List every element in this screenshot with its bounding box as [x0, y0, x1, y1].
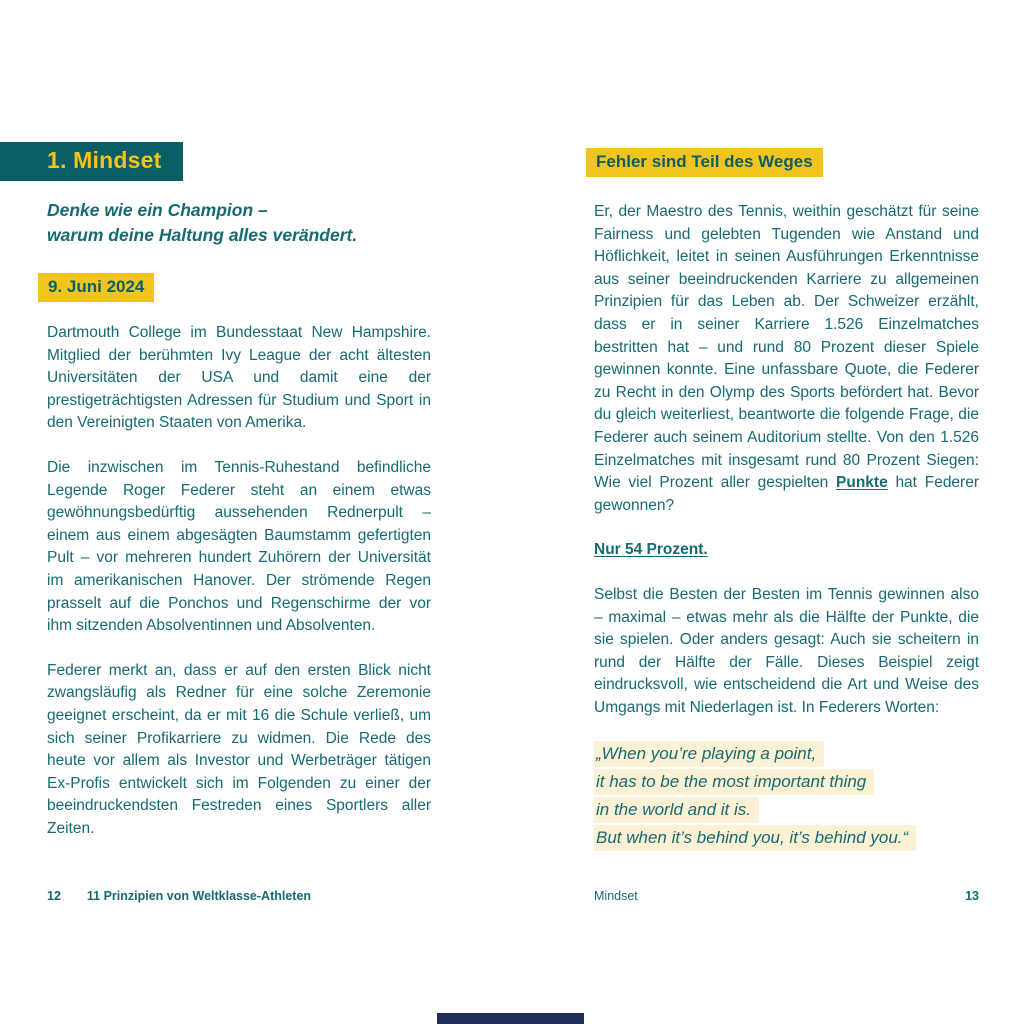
left-page-body: [47, 322, 431, 862]
page-number-right: 13: [965, 889, 979, 903]
footer-left: [47, 889, 431, 903]
running-book-title: 11 Prinzipien von Weltklasse-Athleten: [86, 889, 312, 903]
date-badge: 9. Juni 2024: [38, 273, 154, 302]
date-badge-wrap: [38, 273, 154, 302]
section-heading-wrap: [586, 148, 979, 201]
quote-line: „When you’re playing a point,: [594, 741, 979, 767]
body-paragraph: Selbst die Besten der Besten im Tennis gewinnen also – maximal – etwas mehr als die Hälfte der Punkte, die sie spielen. Oder anders gesagt: Auch sie scheitern in rund der Hälfte der Fälle. Dieses Beispiel zeigt eindrucksvoll, wie entscheidend die Art und Weise des Umgangs mit Niederlagen ist. In Federers Worten:: [594, 585, 979, 716]
quote-line: in the world and it is.: [594, 797, 979, 823]
footer-right: [594, 889, 979, 903]
book-cover-edge-mark: [437, 1013, 584, 1024]
emphasized-word: Punkte: [836, 474, 888, 492]
body-paragraph: Die inzwischen im Tennis-Ruhestand befindliche Legende Roger Federer steht an einem etwas gewöhnungsbedürftig aussehenden Rednerpult – einem aus einem abgesägten Baumstamm gefertigten Pult – vor mehreren hundert Zuhörern der Universität im amerikanischen Hanover. Der strömende Regen prasselt auf die Ponchos und Regenschirme der vor ihm sitzenden Absolventinnen und Absolventen.: [47, 458, 431, 635]
body-paragraph: Dartmouth College im Bundesstaat New Hampshire. Mitglied der berühmten Ivy League der acht ältesten Universitäten der USA und damit eine der prestigeträchtigsten Adressen für Studium und Sport in den Vereinigten Staaten von Amerika.: [47, 324, 431, 432]
chapter-subtitle-line-2: warum deine Haltung alles verändert.: [47, 225, 358, 246]
body-paragraph: Federer merkt an, dass er auf den ersten Blick nicht zwangsläufig als Redner für eine solche Zeremonie geeignet erscheint, da er mit 16 die Schule verließ, um sich seiner Profikarriere zu widmen. Die Rede des heute vor allem als Investor und Werbeträger tätigen Ex-Profis entwickelt sich im Folgenden zu einer der beeindruckendsten Festreden eines Sportlers aller Zeiten.: [47, 661, 431, 837]
chapter-title-badge: 1. Mindset: [0, 142, 183, 181]
quote-line: it has to be the most important thing: [594, 769, 979, 795]
paragraph-text: hat Federer gewonnen?: [594, 474, 979, 514]
right-page-body: [594, 148, 979, 853]
body-paragraph: [594, 201, 979, 517]
quote-line: But when it’s behind you, it’s behind you.“: [594, 825, 979, 851]
page-number-left: 12: [47, 889, 61, 903]
running-chapter-title: Mindset: [594, 889, 638, 903]
section-heading-badge: Fehler sind Teil des Weges: [586, 148, 823, 177]
answer-line: Nur 54 Prozent.: [594, 541, 708, 559]
pull-quote: [594, 741, 979, 851]
paragraph-text: Er, der Maestro des Tennis, weithin geschätzt für seine Fairness und gelebten Tugenden wie Anstand und Höflichkeit, leitet in seinen Ausführungen Erkenntnisse aus seiner beeindruckenden Karriere zu allgemeinen Prinzipien für das Leben ab. Der Schweizer erzählt, dass er in seiner Karriere 1.526 Einzelmatches bestritten hat – und rund 80 Prozent dieser Spiele gewinnen konnte. Eine unfassbare Quote, die Federer zu Recht in den Olymp des Sports befördert hat. Bevor du gleich weiterliest, beantworte die folgende Frage, die Federer auch seinem Auditorium stellte. Von den 1.526 Einzelmatches mit insgesamt rund 80 Prozent Siegen: Wie viel Prozent aller gespielten: [594, 203, 979, 492]
chapter-subtitle: [47, 198, 437, 249]
chapter-subtitle-line-1: Denke wie ein Champion –: [47, 200, 268, 220]
